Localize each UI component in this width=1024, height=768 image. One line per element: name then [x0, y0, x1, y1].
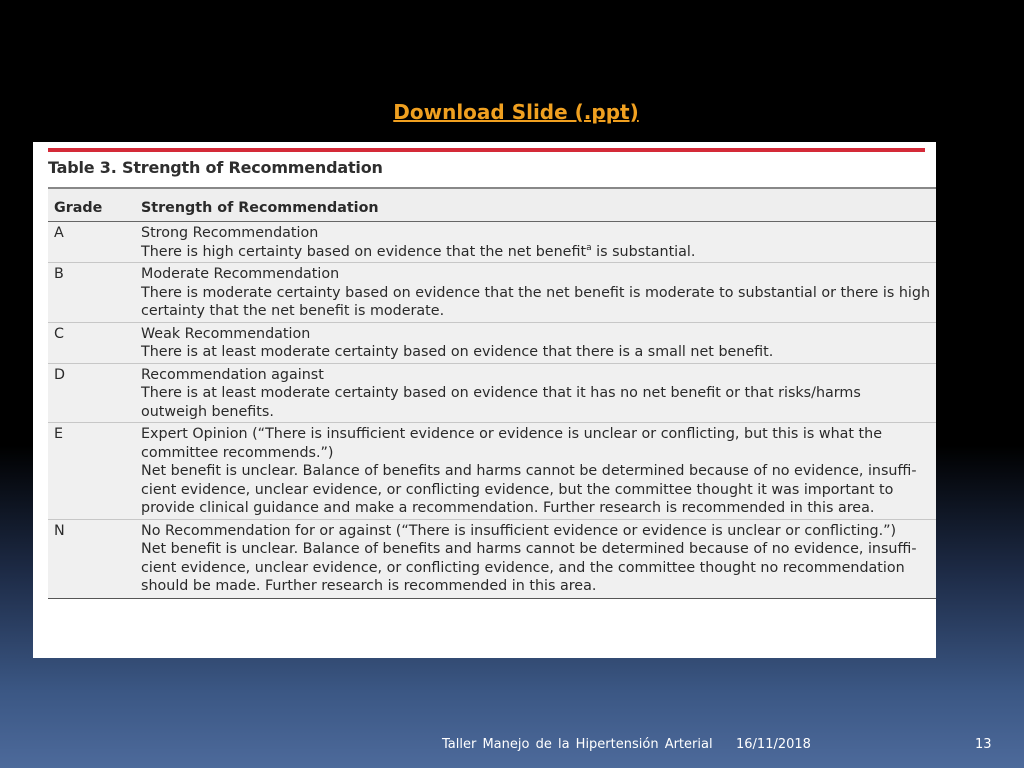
recommendation-description: Net benefit is unclear. Balance of benefits and harms cannot be determined because of no evidence, insuffi-cient evidence, unclear evidence, or conflicting evidence, but the committee thought it was important to provide clinical guidance and make a recommendation. Further research is recommended in this area. — [141, 463, 917, 516]
strength-of-recommendation-table — [48, 187, 936, 599]
footer-presentation-title: Taller Manejo de la Hipertensión Arterial — [442, 737, 713, 752]
table-row — [48, 322, 936, 363]
grade-cell: A — [48, 222, 135, 263]
strength-cell — [135, 263, 936, 323]
recommendation-title: Expert Opinion (“There is insufficient evidence or evidence is unclear or conflicting, but this is what the committee recommends.”) — [141, 426, 883, 461]
recommendation-description: There is moderate certainty based on evidence that the net benefit is moderate to substantial or there is high certainty that the net benefit is moderate. — [141, 284, 931, 319]
header-strength: Strength of Recommendation — [135, 188, 936, 222]
strength-cell — [135, 363, 936, 423]
table-row — [48, 519, 936, 598]
recommendation-title: Recommendation against — [141, 366, 324, 383]
slide-number: 13 — [975, 737, 992, 752]
download-slide-link[interactable]: Download Slide (.ppt) — [393, 100, 639, 124]
description-text: There is high certainty based on evidence that the net benefit — [141, 243, 587, 260]
recommendation-table-figure — [33, 142, 936, 658]
table-header-row — [48, 188, 936, 222]
grade-cell: N — [48, 519, 135, 598]
strength-cell — [135, 222, 936, 263]
caption-rule — [48, 148, 925, 152]
table-row — [48, 263, 936, 323]
grade-cell: E — [48, 423, 135, 520]
table-row — [48, 363, 936, 423]
description-text-end: is substantial. — [591, 243, 696, 260]
recommendation-title: Moderate Recommendation — [141, 266, 340, 282]
strength-cell — [135, 322, 936, 363]
table-caption: Table 3. Strength of Recommendation — [48, 158, 383, 177]
recommendation-title: No Recommendation for or against (“There is insufficient evidence or evidence is unclear or conflicting.”) — [141, 522, 897, 539]
strength-cell — [135, 423, 936, 520]
recommendation-description — [141, 243, 930, 262]
recommendation-description: There is at least moderate certainty based on evidence that there is a small net benefit. — [141, 344, 774, 360]
grade-cell: C — [48, 322, 135, 363]
strength-cell — [135, 519, 936, 598]
recommendation-title: Weak Recommendation — [141, 325, 311, 342]
grade-cell: B — [48, 263, 135, 323]
recommendation-description: There is at least moderate certainty based on evidence that it has no net benefit or that risks/harms outweigh benefits. — [141, 385, 861, 420]
footnote-marker: a — [586, 242, 592, 253]
recommendation-description: Net benefit is unclear. Balance of benefits and harms cannot be determined because of no evidence, insuffi-cient evidence, unclear evidence, or conflicting evidence, and the committee thought no recommendation should be made. Further research is recommended in this area. — [141, 541, 917, 594]
footer-date: 16/11/2018 — [736, 737, 811, 752]
grade-cell: D — [48, 363, 135, 423]
table-row — [48, 423, 936, 520]
recommendation-title: Strong Recommendation — [141, 225, 319, 241]
table-row — [48, 222, 936, 263]
header-grade: Grade — [48, 188, 135, 222]
